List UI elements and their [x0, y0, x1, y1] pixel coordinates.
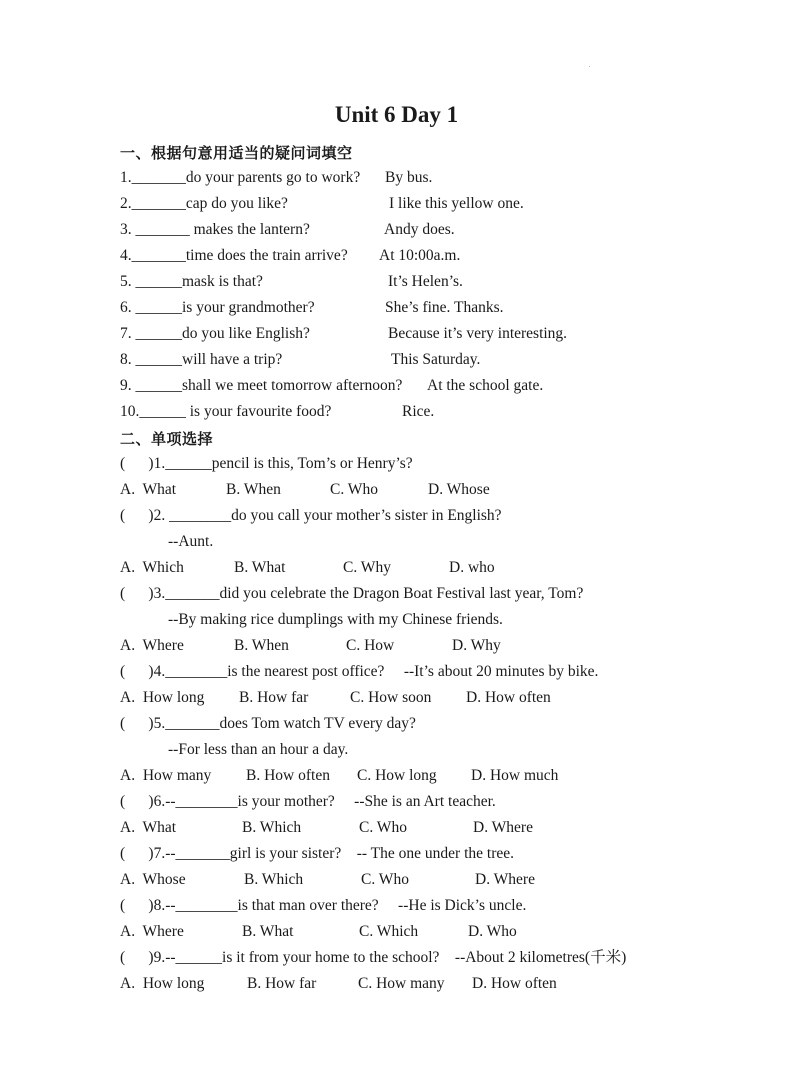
choice-6-option-b: B. Which	[242, 819, 302, 836]
choice-3-option-d: D. Why	[452, 637, 501, 654]
choice-5-option-c: C. How long	[357, 767, 437, 784]
choice-7-option-c: C. Who	[361, 871, 409, 888]
fill-answer-7: Because it’s very interesting.	[388, 325, 568, 342]
choice-4-option-d: D. How often	[466, 689, 551, 706]
choice-1-option-d: D. Whose	[428, 481, 490, 498]
choice-3-option-c: C. How	[346, 637, 395, 654]
choice-4-option-a: A. How long	[120, 689, 205, 706]
fill-answer-4: At 10:00a.m.	[379, 247, 461, 264]
choice-7-option-a: A. Whose	[120, 871, 186, 888]
choice-1-option-c: C. Who	[330, 481, 378, 498]
choice-4-option-c: C. How soon	[350, 689, 432, 706]
choice-8-option-a: A. Where	[120, 923, 184, 940]
fill-question-5: 5. ______mask is that?	[120, 273, 263, 290]
choice-7-option-b: B. Which	[244, 871, 304, 888]
choice-question-9: ( )9.--______is it from your home to the school? --About 2 kilometres(千米)	[120, 949, 627, 966]
choice-8-option-c: C. Which	[359, 923, 419, 940]
choice-question-7: ( )7.--_______girl is your sister? -- The one under the tree.	[120, 845, 514, 862]
choice-2-option-b: B. What	[234, 559, 286, 576]
choice-question-4: ( )4.________is the nearest post office? --It’s about 20 minutes by bike.	[120, 663, 599, 680]
fill-question-9: 9. ______shall we meet tomorrow afternoon?	[120, 377, 403, 394]
choice-question-6: ( )6.--________is your mother? --She is an Art teacher.	[120, 793, 496, 810]
choice-9-option-b: B. How far	[247, 975, 317, 992]
fill-question-6: 6. ______is your grandmother?	[120, 299, 315, 316]
fill-question-2: 2._______cap do you like?	[120, 195, 288, 212]
choice-question-2: ( )2. ________do you call your mother’s sister in English?	[120, 507, 502, 524]
choice-2-response: --Aunt.	[168, 533, 214, 550]
fill-question-4: 4._______time does the train arrive?	[120, 247, 348, 264]
choice-5-option-b: B. How often	[246, 767, 330, 784]
fill-answer-9: At the school gate.	[427, 377, 544, 394]
choice-2-option-a: A. Which	[120, 559, 184, 576]
choice-9-option-a: A. How long	[120, 975, 205, 992]
choice-question-1: ( )1.______pencil is this, Tom’s or Henry’s?	[120, 455, 413, 472]
choice-question-3: ( )3._______did you celebrate the Dragon Boat Festival last year, Tom?	[120, 585, 584, 602]
fill-answer-6: She’s fine. Thanks.	[385, 299, 504, 316]
choice-9-option-c: C. How many	[358, 975, 445, 992]
fill-answer-2: I like this yellow one.	[389, 195, 524, 212]
fill-answer-1: By bus.	[385, 169, 433, 186]
choice-question-5: ( )5._______does Tom watch TV every day?	[120, 715, 416, 732]
page-title: Unit 6 Day 1	[334, 102, 459, 127]
scan-dot	[589, 66, 590, 67]
choice-4-option-b: B. How far	[239, 689, 309, 706]
fill-answer-10: Rice.	[402, 403, 435, 420]
fill-question-7: 7. ______do you like English?	[120, 325, 310, 342]
fill-question-3: 3. _______ makes the lantern?	[120, 221, 310, 238]
fill-answer-8: This Saturday.	[391, 351, 481, 368]
choice-6-option-a: A. What	[120, 819, 177, 836]
choice-1-option-a: A. What	[120, 481, 177, 498]
choice-3-response: --By making rice dumplings with my Chinese friends.	[168, 611, 503, 628]
fill-question-1: 1._______do your parents go to work?	[120, 169, 361, 186]
choice-7-option-d: D. Where	[475, 871, 535, 888]
choice-5-option-a: A. How many	[120, 767, 212, 784]
choice-2-option-d: D. who	[449, 559, 495, 576]
choice-3-option-a: A. Where	[120, 637, 184, 654]
choice-6-option-c: C. Who	[359, 819, 407, 836]
choice-6-option-d: D. Where	[473, 819, 533, 836]
fill-question-8: 8. ______will have a trip?	[120, 351, 283, 368]
choice-1-option-b: B. When	[226, 481, 281, 498]
choice-5-option-d: D. How much	[471, 767, 559, 784]
choice-question-8: ( )8.--________is that man over there? --He is Dick’s uncle.	[120, 897, 527, 914]
section1-heading: 一、根据句意用适当的疑问词填空	[120, 144, 353, 162]
choice-5-response: --For less than an hour a day.	[168, 741, 349, 758]
fill-question-10: 10.______ is your favourite food?	[120, 403, 332, 420]
choice-2-option-c: C. Why	[343, 559, 391, 576]
choice-9-option-d: D. How often	[472, 975, 557, 992]
choice-8-option-b: B. What	[242, 923, 294, 940]
fill-answer-3: Andy does.	[384, 221, 455, 238]
section2-heading: 二、单项选择	[120, 430, 214, 448]
choice-3-option-b: B. When	[234, 637, 289, 654]
fill-answer-5: It’s Helen’s.	[388, 273, 463, 290]
choice-8-option-d: D. Who	[468, 923, 517, 940]
